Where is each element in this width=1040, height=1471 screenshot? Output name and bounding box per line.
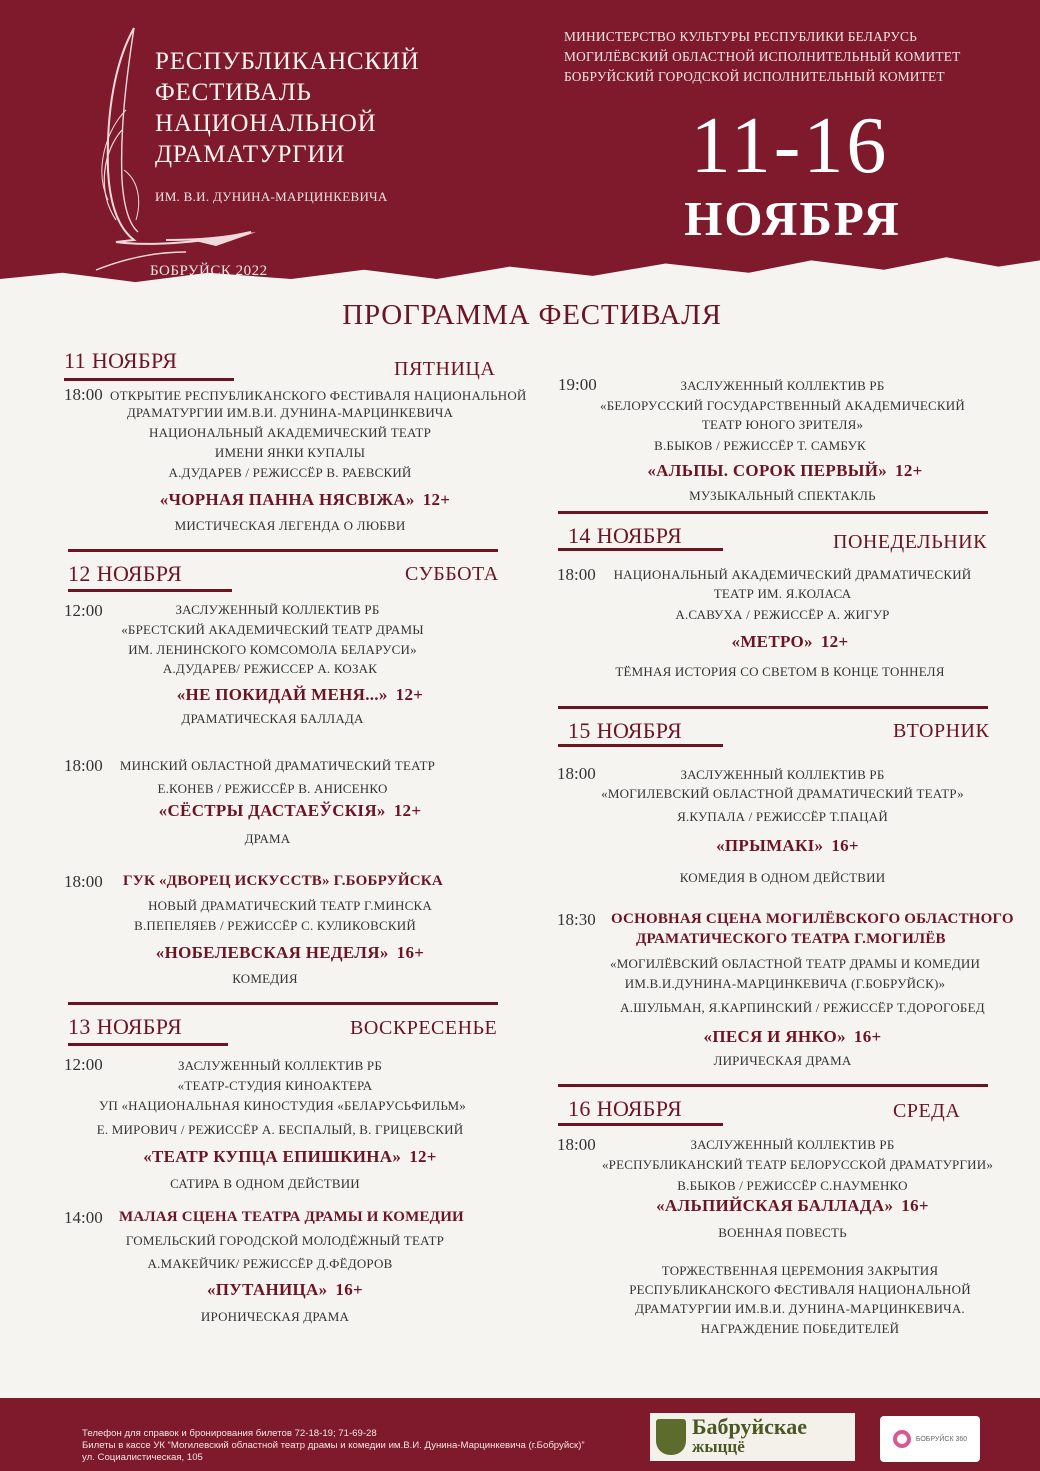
closing-line: НАГРАЖДЕНИЕ ПОБЕДИТЕЛЕЙ (700, 1321, 900, 1336)
show-title (100, 490, 510, 510)
age-rating: 16+ (831, 836, 859, 855)
age-rating: 12+ (409, 1147, 437, 1166)
day-date: 14 НОЯБРЯ (568, 523, 683, 548)
show-title (600, 461, 970, 481)
event-genre: МИСТИЧЕСКАЯ ЛЕГЕНДА О ЛЮБВИ (174, 518, 406, 533)
show-name: «АЛЬПЫ. СОРОК ПЕРВЫЙ» (647, 461, 888, 480)
day-weekday: ВОСКРЕСЕНЬЕ (350, 1017, 498, 1039)
event-genre: САТИРА В ОДНОМ ДЕЙСТВИИ (170, 1176, 360, 1191)
festival-title-line: РЕСПУБЛИКАНСКИЙ (155, 48, 420, 75)
event-line: ЗАСЛУЖЕННЫЙ КОЛЛЕКТИВ РБ (680, 378, 885, 393)
show-name: «НОБЕЛЕВСКАЯ НЕДЕЛЯ» (155, 943, 389, 962)
event-line: А.ДУДАРЕВ / РЕЖИССЁР В. РАЕВСКИЙ (168, 465, 412, 480)
day-topline (68, 549, 498, 552)
day-date: 12 НОЯБРЯ (68, 561, 183, 586)
show-title (600, 836, 975, 856)
partner-name: Бабруйскае (692, 1414, 808, 1439)
event-line: НАЦИОНАЛЬНЫЙ АКАДЕМИЧЕСКИЙ ТЕАТР (148, 425, 432, 440)
day-header-13 (68, 1014, 500, 1060)
day-underline (64, 378, 234, 381)
age-rating: 12+ (895, 461, 923, 480)
day-weekday: ВТОРНИК (893, 720, 990, 742)
day-date: 15 НОЯБРЯ (568, 718, 683, 743)
event-line: НОВЫЙ ДРАМАТИЧЕСКИЙ ТЕАТР Г.МИНСКА (148, 898, 432, 913)
event-line: ТЕАТР ИМ. Я.КОЛАСА (713, 586, 852, 601)
event-line: «ТЕАТР-СТУДИЯ КИНОАКТЕРА (177, 1078, 373, 1093)
age-rating: 16+ (901, 1196, 929, 1215)
show-name: «ПЕСЯ И ЯНКО» (703, 1027, 846, 1046)
day-weekday: СУББОТА (405, 563, 499, 585)
day-date: 13 НОЯБРЯ (68, 1014, 183, 1039)
event-line: «МОГИЛЕВСКИЙ ОБЛАСТНОЙ ДРАМАТИЧЕСКИЙ ТЕАТР» (601, 786, 964, 801)
footer (0, 1398, 1040, 1471)
event-genre: ЛИРИЧЕСКАЯ ДРАМА (713, 1053, 852, 1068)
day-header-16 (558, 1096, 990, 1142)
day-date: 11 НОЯБРЯ (64, 348, 178, 373)
event-time: 19:00 (558, 375, 597, 394)
age-rating: 12+ (820, 632, 849, 651)
organizer-line: БОБРУЙСКИЙ ГОРОДСКОЙ ИСПОЛНИТЕЛЬНЫЙ КОМИТЕТ (564, 69, 945, 84)
show-title (90, 685, 510, 705)
event-line: ТЕАТР ЮНОГО ЗРИТЕЛЯ» (701, 417, 864, 432)
day-underline (558, 548, 723, 551)
festival-subtitle: ИМ. В.И. ДУНИНА-МАРЦИНКЕВИЧА (155, 189, 388, 204)
event-line: А.ДУДАРЕВ/ РЕЖИССЕР А. КОЗАК (162, 661, 378, 676)
event-line: Е.КОНЕВ / РЕЖИССЁР В. АНИСЕНКО (157, 781, 388, 796)
day-date: 16 НОЯБРЯ (568, 1096, 683, 1121)
event-time: 18:00 (557, 1135, 596, 1154)
day-underline (68, 589, 232, 592)
closing-line: ТОРЖЕСТВЕННАЯ ЦЕРЕМОНИЯ ЗАКРЫТИЯ (661, 1263, 939, 1278)
event-venue: МАЛАЯ СЦЕНА ТЕАТРА ДРАМЫ И КОМЕДИИ (119, 1209, 464, 1225)
festival-title (155, 46, 455, 170)
show-title (600, 1027, 985, 1047)
show-name: «ПУТАНИЦА» (206, 1280, 328, 1299)
event-line: В.ПЕПЕЛЯЕВ / РЕЖИССЁР С. КУЛИКОВСКИЙ (134, 918, 416, 933)
day-topline (558, 1084, 988, 1087)
partner-logo-text (692, 1414, 808, 1457)
show-name: «СЁСТРЫ ДАСТАЕЎСКІЯ» (158, 801, 386, 820)
day-header-15 (558, 718, 990, 764)
festival-dates: 11-16 (690, 102, 890, 190)
day-underline (558, 744, 723, 747)
event-time: 12:00 (64, 601, 103, 620)
event-line: ДРАМАТУРГИИ ИМ.В.И. ДУНИНА-МАРЦИНКЕВИЧА (126, 405, 454, 420)
event-line: ЗАСЛУЖЕННЫЙ КОЛЛЕКТИВ РБ (690, 1137, 895, 1152)
show-title (90, 1147, 490, 1167)
event-line: ОТКРЫТИЕ РЕСПУБЛИКАНСКОГО ФЕСТИВАЛЯ НАЦИОНАЛЬНОЙ (110, 388, 527, 403)
age-rating: 16+ (396, 943, 425, 962)
day-weekday: СРЕДА (893, 1100, 961, 1122)
event-time: 18:30 (557, 910, 596, 929)
show-title (90, 801, 490, 821)
crest-icon (656, 1419, 686, 1455)
event-time: 18:00 (557, 764, 596, 783)
day-topline (558, 511, 988, 514)
show-name: «ЧОРНАЯ ПАННА НЯСВІЖА» (159, 490, 415, 509)
program-title: ПРОГРАММА ФЕСТИВАЛЯ (342, 299, 722, 331)
event-venue: ГУК «ДВОРЕЦ ИСКУССТВ» Г.БОБРУЙСКА (123, 873, 443, 889)
event-line: «БЕЛОРУССКИЙ ГОСУДАРСТВЕННЫЙ АКАДЕМИЧЕСКИЙ (600, 398, 965, 413)
event-time: 18:00 (64, 385, 103, 404)
event-line: НАЦИОНАЛЬНЫЙ АКАДЕМИЧЕСКИЙ ДРАМАТИЧЕСКИЙ (613, 567, 972, 582)
event-genre: КОМЕДИЯ (232, 971, 298, 986)
age-rating: 16+ (853, 1027, 882, 1046)
footer-contacts (82, 1428, 585, 1464)
event-genre: ВОЕННАЯ ПОВЕСТЬ (718, 1225, 847, 1240)
event-line: В.БЫКОВ / РЕЖИССЁР Т. САМБУК (654, 438, 866, 453)
event-line: Е. МИРОВИЧ / РЕЖИССЁР А. БЕСПАЛЫЙ, В. ГРИЦЕВСКИЙ (96, 1122, 464, 1137)
show-title (600, 1196, 985, 1216)
show-name: «НЕ ПОКИДАЙ МЕНЯ...» (176, 685, 388, 704)
event-genre: ТЁМНАЯ ИСТОРИЯ СО СВЕТОМ В КОНЦЕ ТОННЕЛЯ (615, 664, 945, 679)
event-line: В.БЫКОВ / РЕЖИССЁР С.НАУМЕНКО (677, 1178, 908, 1193)
event-line: ИМ.В.И.ДУНИНА-МАРЦИНКЕВИЧА (Г.БОБРУЙСК)» (624, 976, 946, 991)
event-venue: ДРАМАТИЧЕСКОГО ТЕАТРА Г.МОГИЛЁВ (636, 931, 946, 947)
show-name: «МЕТРО» (731, 632, 813, 651)
event-line: ЗАСЛУЖЕННЫЙ КОЛЛЕКТИВ РБ (680, 767, 885, 782)
event-venue: ОСНОВНАЯ СЦЕНА МОГИЛЁВСКОГО ОБЛАСТНОГО (611, 911, 1014, 927)
show-name: «ПРЫМАКІ» (716, 836, 824, 855)
partner-name: БОБРУЙСК 360 (915, 1435, 968, 1443)
ring-icon (893, 1430, 911, 1448)
event-time: 18:00 (64, 872, 103, 891)
day-underline (558, 1123, 723, 1126)
day-header-12 (68, 561, 500, 607)
closing-line: ДРАМАТУРГИИ ИМ.В.И. ДУНИНА-МАРЦИНКЕВИЧА. (635, 1301, 965, 1316)
footer-line: Билеты в кассе УК “Могилевский областной театр драмы и комедии им.В.И. Дунина-Марцинкевича (г.Бобруйск)” (82, 1440, 585, 1451)
partner-logo-bobruisk360 (880, 1416, 980, 1462)
show-name: «АЛЬПИЙСКАЯ БАЛЛАДА» (656, 1196, 894, 1215)
age-rating: 12+ (395, 685, 424, 704)
age-rating: 12+ (393, 801, 422, 820)
day-topline (68, 1002, 498, 1005)
event-genre: ДРАМА (244, 831, 291, 846)
festival-city-year: БОБРУЙСК 2022 (150, 263, 268, 279)
event-time: 18:00 (557, 565, 596, 584)
age-rating: 12+ (422, 490, 451, 509)
day-underline (68, 1043, 228, 1046)
festival-title-line: ФЕСТИВАЛЬ (155, 79, 312, 106)
footer-line: Телефон для справок и бронирования билетов 72-18-19; 71-69-28 (82, 1428, 377, 1439)
event-genre: ДРАМАТИЧЕСКАЯ БАЛЛАДА (181, 711, 364, 726)
organizer-line: МОГИЛЁВСКИЙ ОБЛАСТНОЙ ИСПОЛНИТЕЛЬНЫЙ КОМИТЕТ (564, 49, 961, 64)
event-line: ИМЕНИ ЯНКИ КУПАЛЫ (214, 445, 366, 460)
event-line: «РЕСПУБЛИКАНСКИЙ ТЕАТР БЕЛОРУССКОЙ ДРАМАТУРГИИ» (601, 1157, 994, 1172)
event-line: ГОМЕЛЬСКИЙ ГОРОДСКОЙ МОЛОДЁЖНЫЙ ТЕАТР (125, 1233, 445, 1248)
event-line: А.МАКЕЙЧИК/ РЕЖИССЁР Д.ФЁДОРОВ (147, 1256, 393, 1271)
partner-logo-babruiskae (650, 1413, 855, 1461)
show-title (90, 1280, 480, 1300)
event-genre: ИРОНИЧЕСКАЯ ДРАМА (200, 1309, 350, 1324)
festival-title-line: НАЦИОНАЛЬНОЙ (155, 110, 377, 137)
event-line: МИНСКИЙ ОБЛАСТНОЙ ДРАМАТИЧЕСКИЙ ТЕАТР (119, 758, 436, 773)
event-time: 12:00 (64, 1055, 103, 1074)
event-line: «МОГИЛЁВСКИЙ ОБЛАСТНОЙ ТЕАТР ДРАМЫ И КОМЕДИИ (610, 956, 981, 971)
event-line: А.ШУЛЬМАН, Я.КАРПИНСКИЙ / РЕЖИССЁР Т.ДОРОГОБЕД (620, 1000, 985, 1015)
event-line: «БРЕСТСКИЙ АКАДЕМИЧЕСКИЙ ТЕАТР ДРАМЫ (121, 622, 424, 637)
day-header-14 (558, 523, 990, 569)
show-name: «ТЕАТР КУПЦА ЕПИШКИНА» (143, 1147, 402, 1166)
day-weekday: ПЯТНИЦА (394, 358, 496, 380)
event-line: А.САВУХА / РЕЖИССЁР А. ЖИГУР (675, 607, 890, 622)
day-weekday: ПОНЕДЕЛЬНИК (833, 531, 987, 553)
event-line: Я.КУПАЛА / РЕЖИССЁР Т.ПАЦАЙ (677, 809, 888, 824)
event-time: 18:00 (64, 756, 103, 775)
event-genre: МУЗЫКАЛЬНЫЙ СПЕКТАКЛЬ (689, 488, 876, 503)
show-title (600, 632, 980, 652)
partner-name-sub: жыццё (692, 1437, 745, 1456)
event-genre: КОМЕДИЯ В ОДНОМ ДЕЙСТВИИ (679, 870, 886, 885)
age-rating: 16+ (335, 1280, 363, 1299)
organizers (564, 27, 961, 87)
festival-title-line: ДРАМАТУРГИИ (155, 141, 346, 168)
event-line: ЗАСЛУЖЕННЫЙ КОЛЛЕКТИВ РБ (175, 602, 380, 617)
show-title (90, 943, 490, 963)
event-line: ЗАСЛУЖЕННЫЙ КОЛЛЕКТИВ РБ (177, 1058, 383, 1073)
festival-month: НОЯБРЯ (684, 191, 901, 246)
day-topline (558, 706, 988, 709)
event-line: ИМ. ЛЕНИНСКОГО КОМСОМОЛА БЕЛАРУСИ» (128, 642, 417, 657)
closing-line: РЕСПУБЛИКАНСКОГО ФЕСТИВАЛЯ НАЦИОНАЛЬНОЙ (629, 1282, 971, 1297)
event-time: 14:00 (64, 1208, 103, 1227)
footer-line: ул. Социалистическая, 105 (82, 1452, 203, 1463)
event-line: УП «НАЦИОНАЛЬНАЯ КИНОСТУДИЯ «БЕЛАРУСЬФИЛЬМ» (99, 1098, 466, 1113)
organizer-line: МИНИСТЕРСТВО КУЛЬТУРЫ РЕСПУБЛИКИ БЕЛАРУСЬ (564, 29, 918, 44)
